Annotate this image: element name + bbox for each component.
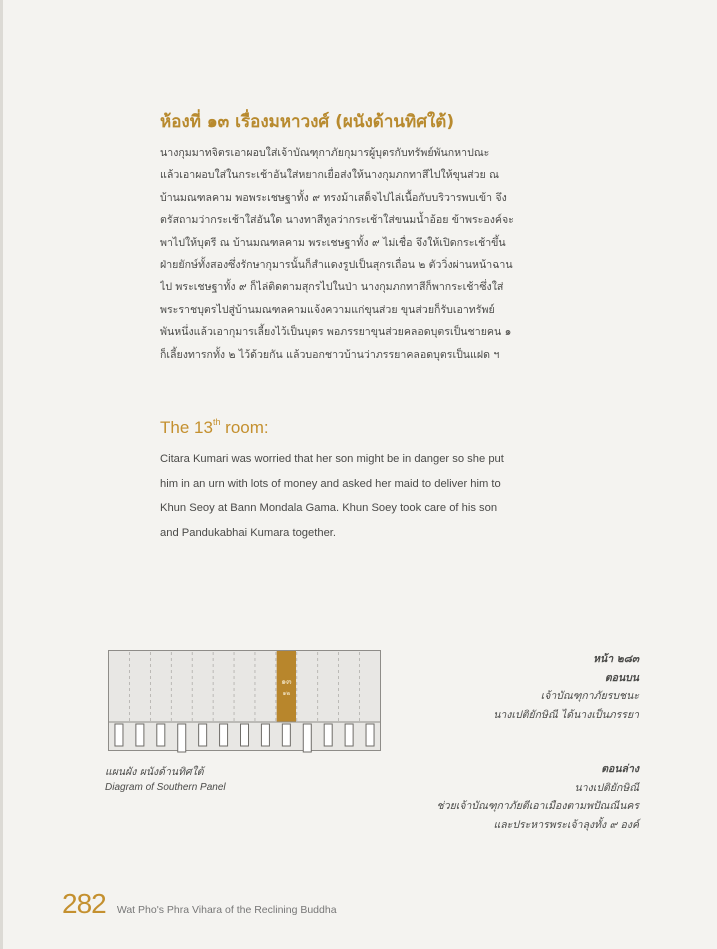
- thai-paragraph-line-9: พันหนึ่งแล้วเอากุมารเลี้ยงไว้เป็นบุตร พอภรรยาขุนส่วยคลอดบุตรเป็นชายคน ๑: [160, 326, 512, 339]
- english-title-superscript: th: [212, 417, 221, 427]
- window-opening: [178, 724, 186, 752]
- english-paragraph-line-1: Citara Kumari was worried that her son might be in danger so she put: [160, 453, 504, 465]
- window-opening: [220, 724, 228, 746]
- english-paragraph-line-3: Khun Seoy at Bann Mondala Gama. Khun Soey took care of his son: [160, 502, 498, 515]
- english-title-suffix: room:: [220, 418, 269, 437]
- thai-paragraph-line-7: ไป พระเชษฐาทั้ง ๙ ก็ไล่ติดตามสุกรไปในป่า นางกุมภกทาสีก็พากระเช้าซึ่งใส่: [160, 281, 504, 294]
- window-opening: [136, 724, 144, 746]
- diagram-caption-thai: แผนผัง ผนังด้านทิศใต้: [105, 766, 204, 778]
- english-section-title: [160, 417, 269, 438]
- thai-paragraph-line-8: พระราชบุตรไปสู่บ้านมณฑลคามแจ้งความแก่ขุนส่วย ขุนส่วยก็รับเอาทรัพย์: [160, 303, 495, 316]
- window-opening: [345, 724, 353, 746]
- highlighted-panel-13: [277, 651, 296, 722]
- window-opening: [157, 724, 165, 746]
- thai-paragraph-line-10: ก็เลี้ยงทารกทั้ง ๒ ไว้ด้วยกัน แล้วบอกชาวบ้านว่าภรรยาคลอดบุตรเป็นแฝด ฯ: [160, 348, 500, 361]
- side-note-lower-line-2: ช่วยเจ้าบัณฑุกาภัยตีเอาเมืองตามพปัณณีนคร: [436, 800, 639, 812]
- thai-paragraph-line-1: นางกุมมาทจิตรเอาผอบใส่เจ้าบัณฑุกาภัยกุมารผู้บุตรกับทรัพย์พันกหาปณะ: [160, 147, 490, 159]
- side-note-upper-heading: ตอนบน: [604, 671, 639, 684]
- thai-paragraph-line-2: แล้วเอาผอบใส่ในกระเช้าอันใส่หยากเยื่อส่งให้นางกุมภกทาสีไปให้ขุนส่วย ณ: [160, 169, 499, 182]
- window-opening: [324, 724, 332, 746]
- side-note-upper-line-2: นางเปติยักษิณี ได้นางเป็นภรรยา: [493, 708, 639, 721]
- window-opening: [241, 724, 249, 746]
- thai-paragraph: [160, 142, 542, 366]
- window-opening: [261, 724, 269, 746]
- page-number: 282: [62, 888, 106, 919]
- side-note-lower-heading: ตอนล่าง: [601, 763, 639, 775]
- side-note-page: หน้า ๒๘๓: [593, 653, 639, 665]
- side-note-lower-line-3: และประหารพระเจ้าลุงทั้ง ๙ องค์: [493, 818, 639, 831]
- highlight-label-13: ๑๓: [281, 677, 292, 686]
- highlight-label-12: ๑๒: [282, 690, 291, 697]
- diagram-caption-english: Diagram of Southern Panel: [105, 782, 226, 793]
- thai-section-title: ห้องที่ ๑๓ เรื่องมหาวงศ์ (ผนังด้านทิศใต้): [160, 112, 455, 132]
- window-opening: [199, 724, 207, 746]
- english-paragraph-line-2: him in an urn with lots of money and asked her maid to deliver him to: [160, 477, 501, 490]
- page-edge: [0, 0, 3, 949]
- thai-paragraph-line-3: บ้านมณฑลคาม พอพระเชษฐาทั้ง ๙ ทรงม้าเสด็จไปไล่เนื้อกับบริวารพบเข้า จึง: [160, 191, 507, 204]
- thai-paragraph-line-6: ฝ่ายยักษ์ทั้งสองซึ่งรักษากุมารนั้นก็สำแดงรูปเป็นสุกรเถื่อน ๒ ตัววิ่งผ่านหน้าฉาน: [160, 259, 513, 272]
- book-title: Wat Pho's Phra Vihara of the Reclining Buddha: [116, 904, 337, 916]
- page-footer: [62, 888, 337, 920]
- english-title-prefix: The 13: [160, 418, 213, 437]
- thai-paragraph-line-4: ตรัสถามว่ากระเช้าใส่อันใด นางทาสีทูลว่ากระเช้าใส่ขนมน้ำอ้อย ข้าพระองค์จะ: [160, 214, 514, 227]
- window-opening: [282, 724, 290, 746]
- window-opening: [115, 724, 123, 746]
- side-note-upper-line-1: เจ้าบัณฑุกาภัยรบชนะ: [540, 690, 639, 702]
- window-opening: [303, 724, 311, 752]
- side-note-lower: [309, 760, 639, 834]
- english-paragraph-line-4: and Pandukabhai Kumara together.: [160, 526, 337, 539]
- side-note-upper: [309, 650, 639, 724]
- thai-paragraph-line-5: พาไปให้บุตรี ณ บ้านมณฑลคาม พระเชษฐาทั้ง ๙ ไม่เชื่อ จึงให้เปิดกระเช้าขึ้น: [160, 236, 506, 249]
- window-opening: [366, 724, 374, 746]
- side-note-lower-line-1: นางเปติยักษิณี: [574, 781, 639, 794]
- english-paragraph: [160, 447, 550, 545]
